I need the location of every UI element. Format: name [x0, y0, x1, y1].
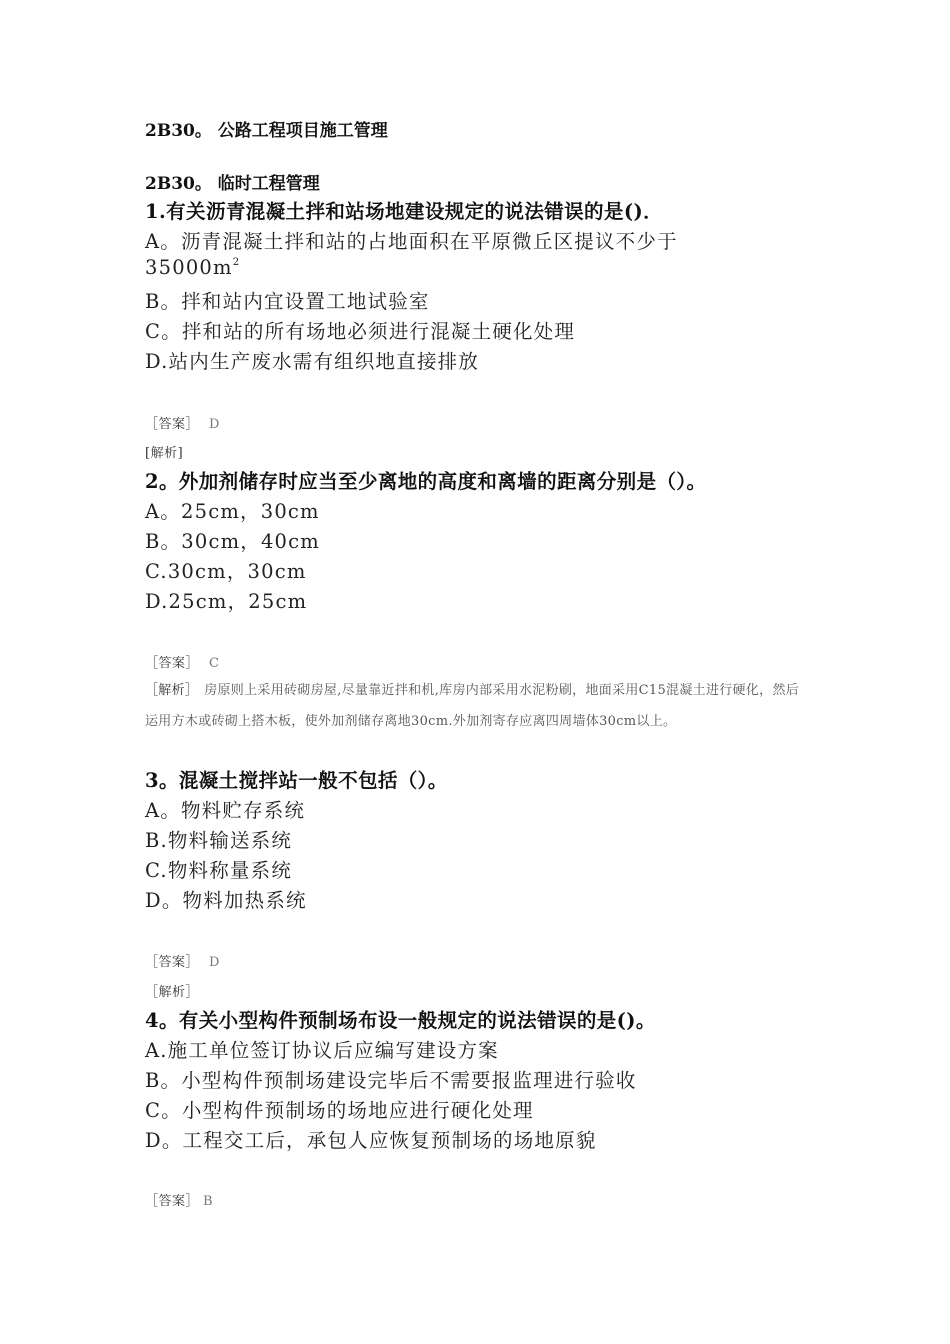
question-4-answer [145, 1190, 213, 1209]
answer-value: D [209, 955, 220, 970]
question-1-answer [145, 413, 220, 432]
question-4-stem: 4。有关小型构件预制场布设一般规定的说法错误的是()。 [145, 1009, 656, 1032]
answer-value: B [203, 1194, 214, 1209]
answer-value: D [209, 417, 220, 432]
answer-label: ［答案］ [145, 955, 200, 970]
question-1-analysis [145, 442, 183, 461]
question-2-option-a: A。25cm，30cm [145, 500, 320, 523]
question-4-option-c: C。小型构件预制场的场地应进行硬化处理 [145, 1099, 534, 1122]
question-3-option-b: B.物料输送系统 [145, 829, 293, 852]
answer-label: ［答案］ [145, 656, 200, 671]
question-4-option-b: B。小型构件预制场建设完毕后不需要报监理进行验收 [145, 1069, 637, 1092]
analysis-label: ［解析］ [145, 985, 200, 1000]
question-3-analysis [145, 981, 199, 1000]
question-4-option-a: A.施工单位签订协议后应编写建设方案 [145, 1039, 499, 1062]
question-1-stem: 1.有关沥青混凝土拌和站场地建设规定的说法错误的是()． [145, 200, 664, 223]
question-2-option-c: C.30cm，30cm [145, 560, 307, 583]
question-1-option-b: B。拌和站内宜设置工地试验室 [145, 290, 430, 313]
question-3-stem: 3。混凝土搅拌站一般不包括（）。 [145, 769, 448, 792]
question-3-option-a: A。物料贮存系统 [145, 799, 306, 822]
question-3-option-c: C.物料称量系统 [145, 859, 293, 882]
chapter-heading: 2B30。 公路工程项目施工管理 [145, 121, 388, 141]
analysis-label: [解析] [145, 446, 184, 461]
question-2-answer [145, 652, 219, 671]
question-4-option-d: D。工程交工后，承包人应恢复预制场的场地原貌 [145, 1129, 597, 1152]
superscript-two: 2 [232, 257, 240, 268]
analysis-label: ［解析］ [145, 683, 199, 698]
question-2-option-d: D.25cm，25cm [145, 590, 308, 613]
answer-value: C [209, 656, 220, 671]
question-1-option-d: D.站内生产废水需有组织地直接排放 [145, 350, 480, 373]
question-1-option-a: A。沥青混凝土拌和站的占地面积在平原微丘区提议不少于 [145, 230, 678, 253]
question-2-option-b: B。30cm，40cm [145, 530, 320, 553]
question-2-analysis [145, 675, 805, 737]
question-2-stem: 2。外加剂储存时应当至少离地的高度和离墙的距离分别是（）。 [145, 470, 707, 493]
question-3-answer [145, 951, 220, 970]
analysis-text: 房原则上采用砖砌房屋,尽量靠近拌和机,库房内部采用水泥粉刷，地面采用C15混凝土进行硬化，然后运用方木或砖砌上搭木板，使外加剂储存离地30cm.外加剂寄存应离四周墙体30cm以上。 [145, 683, 800, 729]
question-1-option-c: C。拌和站的所有场地必须进行混凝土硬化处理 [145, 320, 576, 343]
answer-label: ［答案］ [145, 417, 200, 432]
section-heading: 2B30。 临时工程管理 [145, 174, 320, 194]
option-a-area-value: 35000m [145, 256, 233, 279]
question-3-option-d: D。物料加热系统 [145, 889, 307, 912]
answer-label: ［答案］ [145, 1194, 200, 1209]
question-1-option-a-continued [145, 256, 239, 279]
